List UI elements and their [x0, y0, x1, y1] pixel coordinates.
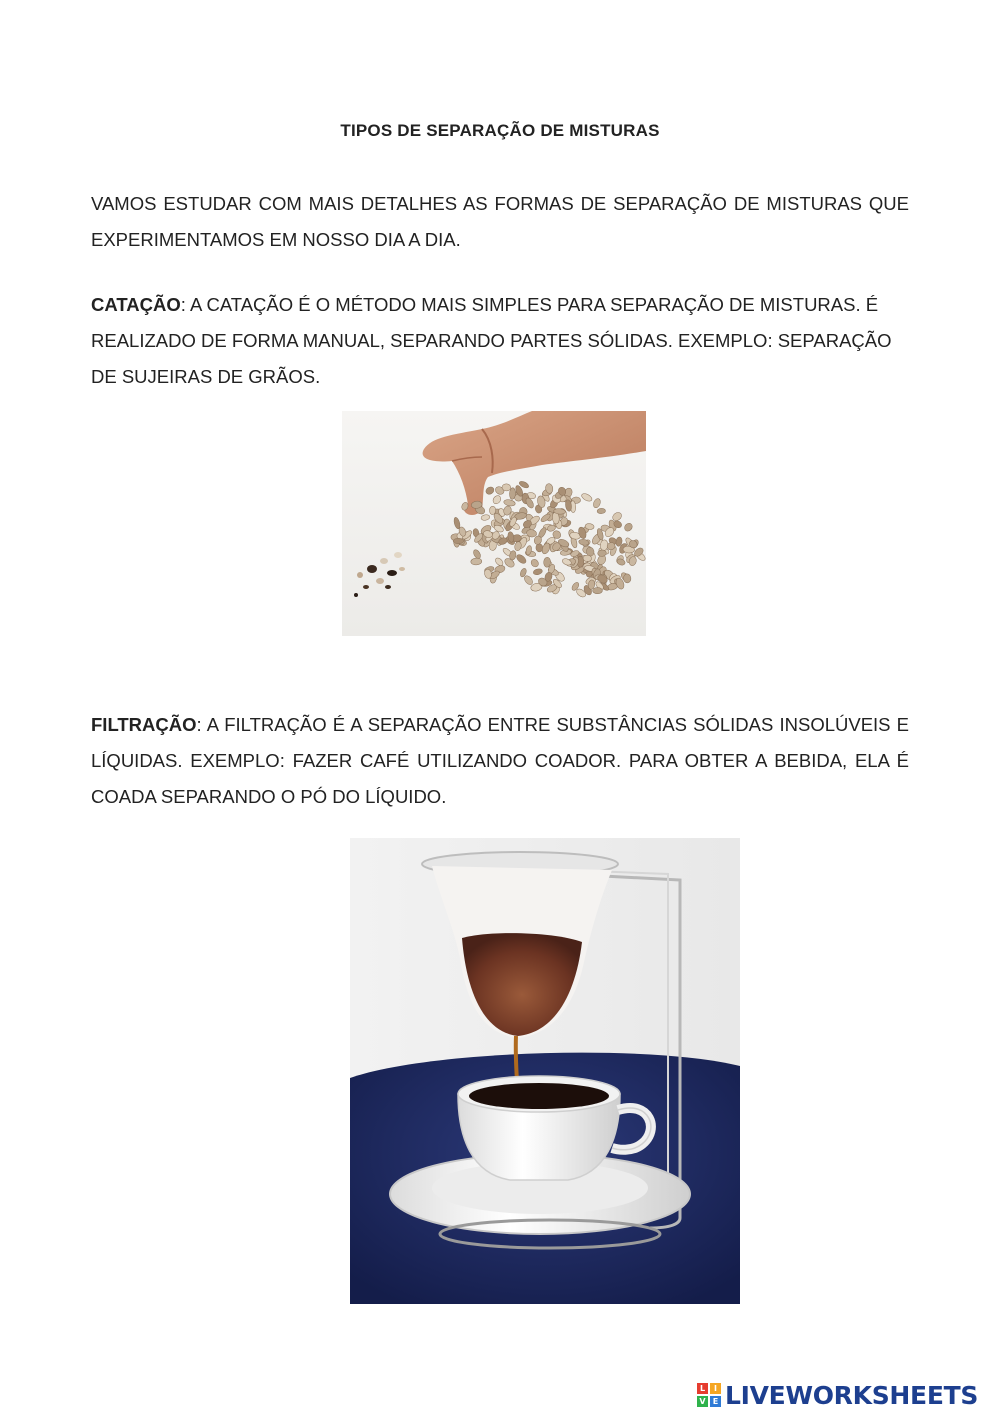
coffee-filter-photo — [350, 838, 740, 1304]
bean — [453, 538, 464, 543]
page-title: TIPOS DE SEPARAÇÃO DE MISTURAS — [340, 121, 660, 140]
filtracao-term: FILTRAÇÃO — [91, 714, 197, 735]
catacao-paragraph — [91, 287, 909, 395]
beans-sorting-illustration — [342, 411, 646, 636]
logo-letter: V — [697, 1396, 708, 1407]
bean — [597, 508, 606, 514]
coffee-filter-illustration — [350, 838, 740, 1304]
logo-letter: I — [710, 1383, 721, 1394]
bean — [593, 587, 603, 593]
bean — [509, 488, 516, 500]
bean — [597, 550, 606, 557]
bean — [489, 506, 496, 515]
liveworksheets-logo — [697, 1378, 978, 1412]
filtracao-text: : A FILTRAÇÃO É A SEPARAÇÃO ENTRE SUBSTÂNCIAS SÓLIDAS INSOLÚVEIS E LÍQUIDAS. EXEMPLO: FAZER CAFÉ UTILIZANDO COADOR. PARA OBTER A BEBIDA, ELA É COADA SEPARANDO O PÓ DO LÍQUIDO. — [91, 714, 909, 807]
beans-sorting-photo — [342, 411, 646, 636]
filtracao-paragraph — [91, 707, 909, 815]
intro-paragraph: VAMOS ESTUDAR COM MAIS DETALHES AS FORMAS DE SEPARAÇÃO DE MISTURAS QUE EXPERIMENTAMOS EM NOSSO DIA A DIA. — [91, 193, 909, 250]
bean — [583, 555, 592, 562]
catacao-term: CATAÇÃO — [91, 294, 181, 315]
logo-text: LIVEWORKSHEETS — [725, 1380, 979, 1410]
logo-letter: L — [697, 1383, 708, 1394]
catacao-text: : A CATAÇÃO É O MÉTODO MAIS SIMPLES PARA SEPARAÇÃO DE MISTURAS. É REALIZADO DE FORMA MANUAL, SEPARANDO PARTES SÓLIDAS. EXEMPLO: SEPARAÇÃO DE SUJEIRAS DE GRÃOS. — [91, 294, 892, 387]
logo-letter: E — [710, 1396, 721, 1407]
logo-mark-icon — [697, 1383, 721, 1407]
